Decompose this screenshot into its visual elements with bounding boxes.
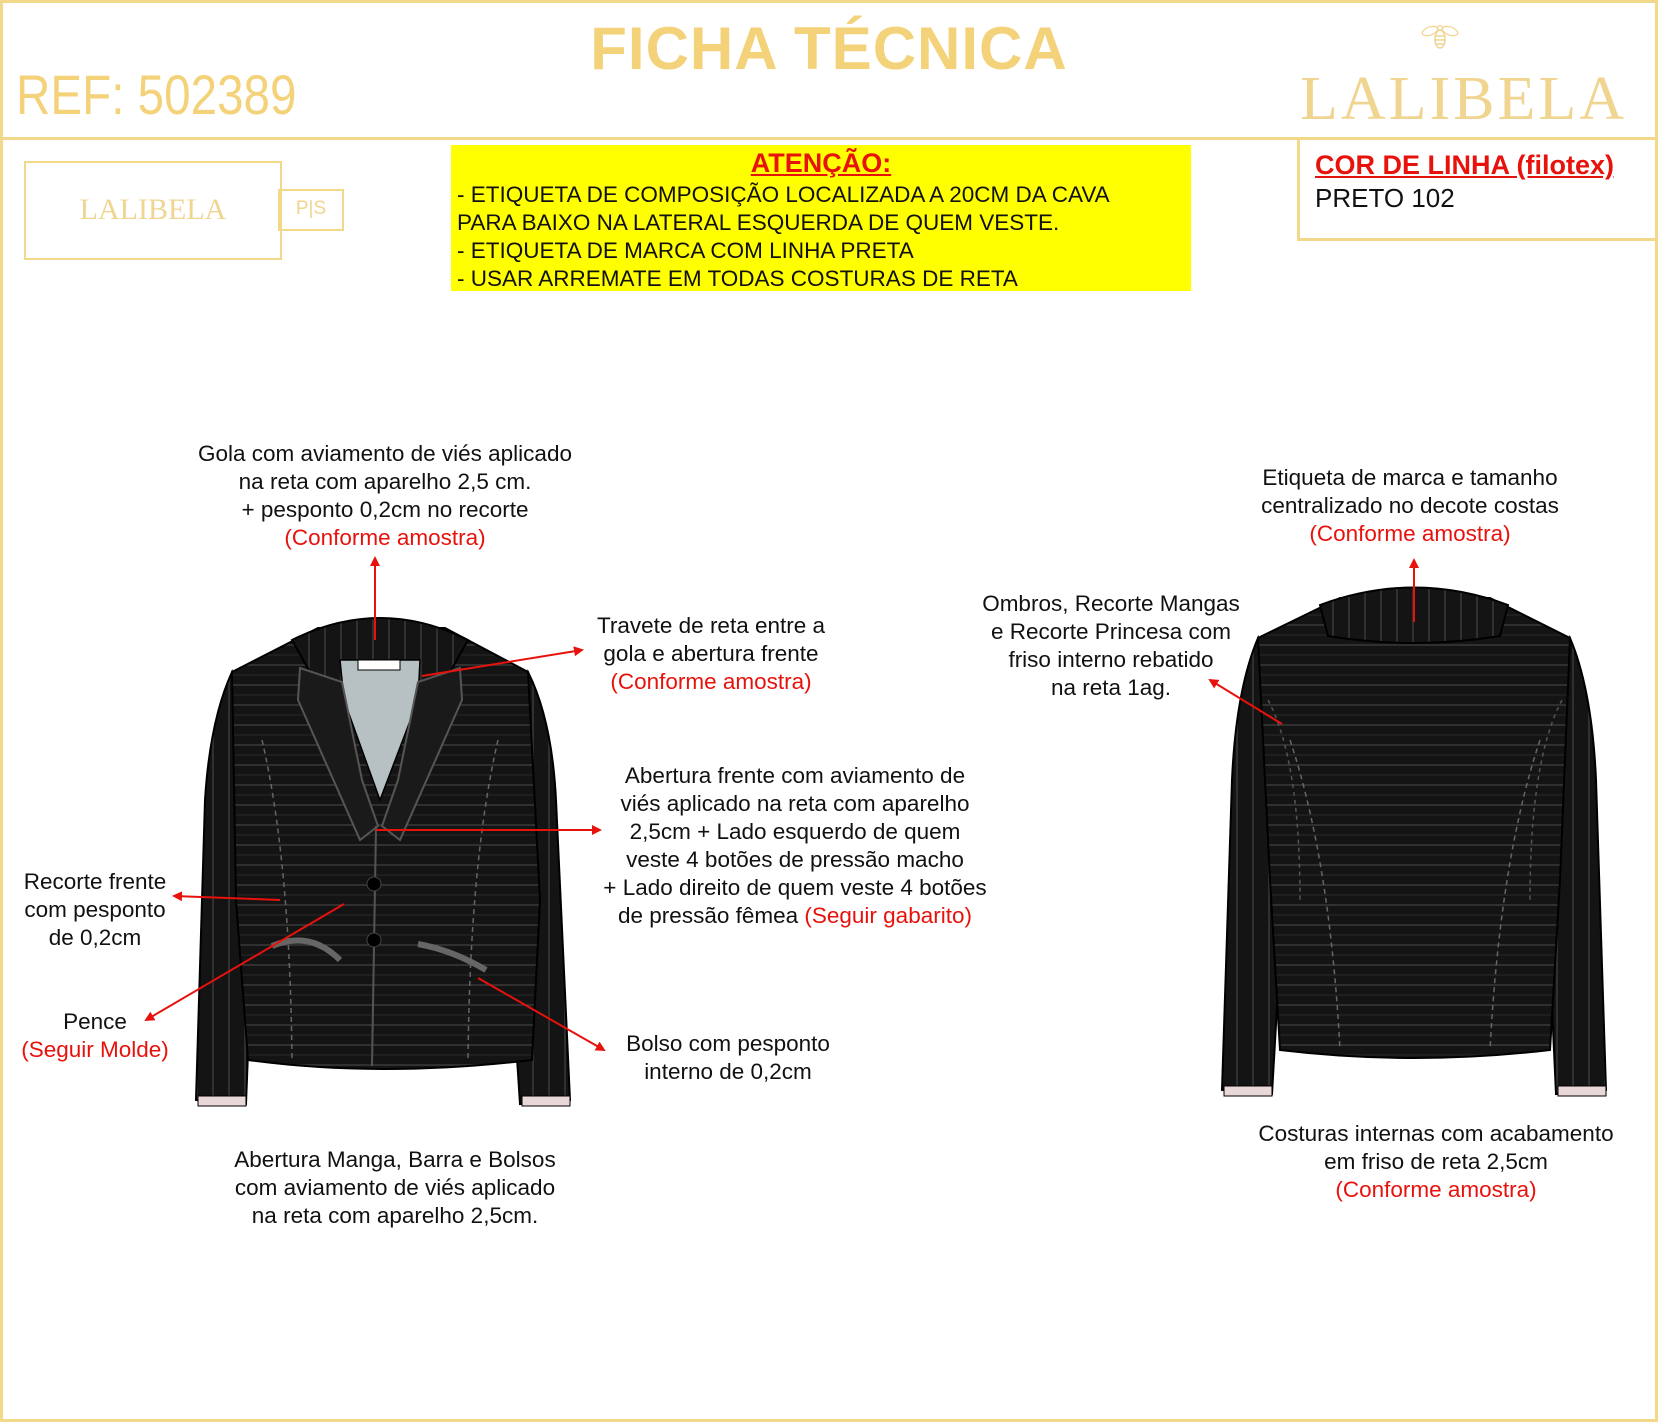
annotation-note: (Seguir gabarito) <box>804 903 972 928</box>
annotation-travete <box>566 612 856 696</box>
reference-code: REF: 502389 <box>16 63 297 126</box>
annotation-line: Bolso com pesponto <box>626 1031 830 1056</box>
annotation-note: (Conforme amostra) <box>1309 521 1511 546</box>
annotation-pence <box>10 1008 180 1064</box>
annotation-ombros <box>956 590 1266 702</box>
attention-line: - ETIQUETA DE MARCA COM LINHA PRETA <box>457 238 914 263</box>
annotation-line: friso interno rebatido <box>1008 647 1214 672</box>
brand-logo: LALIBELA <box>1300 65 1628 133</box>
annotation-line: + Lado direito de quem veste 4 botões <box>603 875 987 900</box>
thread-color-title: COR DE LINHA (filotex) <box>1315 150 1614 180</box>
annotation-line: na reta com aparelho 2,5 cm. <box>238 469 532 494</box>
annotation-line: interno de 0,2cm <box>644 1059 812 1084</box>
annotation-line: Etiqueta de marca e tamanho <box>1262 465 1558 490</box>
annotation-line: e Recorte Princesa com <box>990 619 1232 644</box>
annotation-line: centralizado no decote costas <box>1261 493 1559 518</box>
annotation-note: (Seguir Molde) <box>21 1037 169 1062</box>
annotation-recorte-frente <box>10 868 180 952</box>
annotation-line: na reta 1ag. <box>1050 675 1172 700</box>
annotation-line: 2,5cm + Lado esquerdo de quem <box>629 819 961 844</box>
annotation-line: Ombros, Recorte Mangas <box>982 591 1240 616</box>
page-title: FICHA TÉCNICA <box>590 15 1068 82</box>
annotation-line: + pesponto 0,2cm no recorte <box>241 497 529 522</box>
annotation-line: Pence <box>63 1009 127 1034</box>
annotation-note: (Conforme amostra) <box>610 669 812 694</box>
annotation-bolso <box>608 1030 848 1086</box>
annotation-line: de 0,2cm <box>48 925 142 950</box>
annotation-note: (Conforme amostra) <box>284 525 486 550</box>
label-brand-text: LALIBELA <box>79 193 227 226</box>
annotation-line: Abertura Manga, Barra e Bolsos <box>234 1147 556 1172</box>
attention-line: - ETIQUETA DE COMPOSIÇÃO LOCALIZADA A 20CM DA CAVA <box>457 182 1110 207</box>
thread-color-value: PRETO 102 <box>1315 183 1455 213</box>
attention-line: PARA BAIXO NA LATERAL ESQUERDA DE QUEM VESTE. <box>457 210 1060 235</box>
attention-title: ATENÇÃO: <box>750 148 892 178</box>
annotation-line: gola e abertura frente <box>603 641 819 666</box>
annotation-line: Abertura frente com aviamento de <box>624 763 966 788</box>
annotation-etiqueta-marca <box>1220 464 1600 548</box>
annotation-line: com aviamento de viés aplicado <box>234 1175 556 1200</box>
annotation-line: Costuras internas com acabamento <box>1258 1121 1614 1146</box>
annotation-line: em friso de reta 2,5cm <box>1324 1149 1548 1174</box>
size-tab-text: P|S <box>295 198 327 219</box>
annotation-line: Gola com aviamento de viés aplicado <box>198 441 572 466</box>
front-jacket-drawing <box>196 618 570 1106</box>
annotation-note: (Conforme amostra) <box>1335 1177 1537 1202</box>
back-jacket-drawing <box>1222 588 1606 1097</box>
attention-line: - USAR ARREMATE EM TODAS COSTURAS DE RETA <box>457 266 1018 291</box>
annotation-line: veste 4 botões de pressão macho <box>626 847 964 872</box>
annotation-line: viés aplicado na reta com aparelho <box>620 791 970 816</box>
annotation-line: Travete de reta entre a <box>596 613 826 638</box>
annotation-line: Recorte frente <box>23 869 167 894</box>
annotation-text: de pressão fêmea <box>618 903 805 928</box>
annotation-gola <box>170 440 600 552</box>
annotation-abertura-manga <box>200 1146 590 1230</box>
annotation-costuras <box>1226 1120 1646 1204</box>
annotation-line <box>580 902 1010 930</box>
annotation-abertura-frente <box>580 762 1010 930</box>
annotation-line: na reta com aparelho 2,5cm. <box>251 1203 539 1228</box>
annotation-line: com pesponto <box>24 897 166 922</box>
